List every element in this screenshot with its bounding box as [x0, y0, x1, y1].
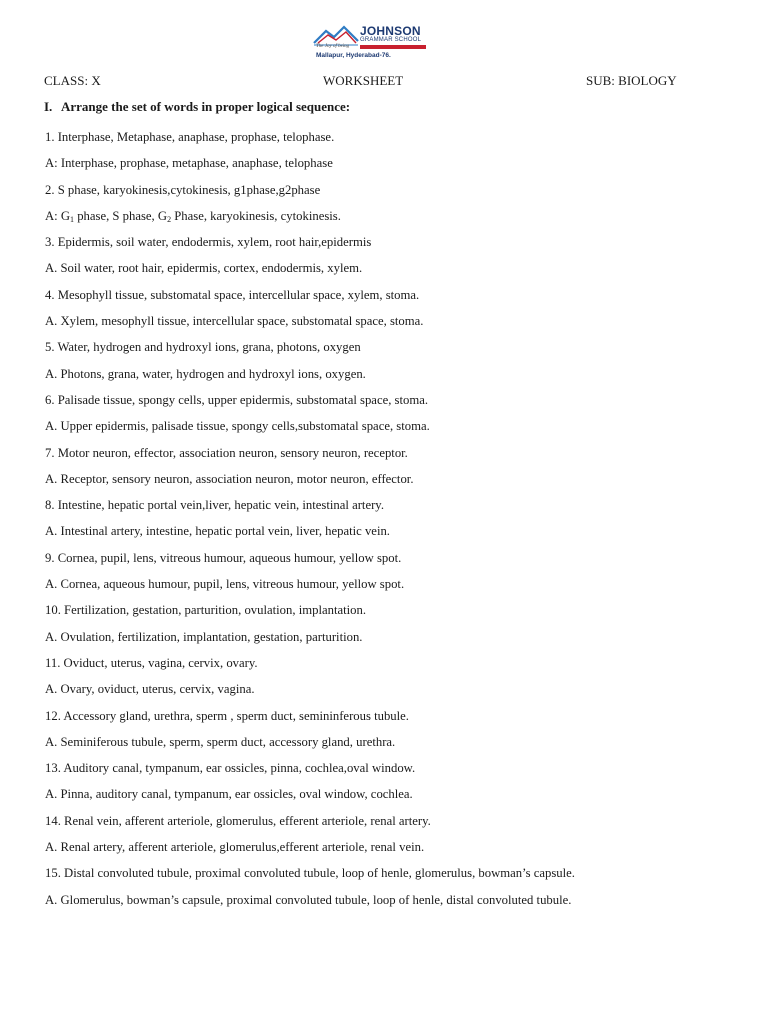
question-line: 3. Epidermis, soil water, endodermis, xylem, root hair,epidermis: [45, 235, 372, 250]
question-line: 2. S phase, karyokinesis,cytokinesis, g1phase,g2phase: [45, 182, 321, 197]
school-address: Mallapur, Hyderabad-76.: [316, 52, 391, 59]
answer-line: A. Photons, grana, water, hydrogen and hydroxyl ions, oxygen.: [45, 366, 366, 381]
school-logo: [312, 23, 430, 61]
question-line: 12. Accessory gland, urethra, sperm , sperm duct, semininferous tubule.: [45, 708, 409, 723]
question-line: 11. Oviduct, uterus, vagina, cervix, ovary.: [45, 655, 258, 670]
section-instruction: Arrange the set of words in proper logical sequence:: [61, 99, 351, 114]
answer-line: A. Soil water, root hair, epidermis, cortex, endodermis, xylem.: [45, 261, 363, 276]
question-line: 4. Mesophyll tissue, substomatal space, intercellular space, xylem, stoma.: [45, 287, 420, 302]
answer-line: A. Ovulation, fertilization, implantation, gestation, parturition.: [45, 629, 363, 644]
answer-line: A. Upper epidermis, palisade tissue, spongy cells,substomatal space, stoma.: [45, 419, 430, 434]
question-line: 15. Distal convoluted tubule, proximal convoluted tubule, loop of henle, glomerulus, bowman’s capsule.: [45, 866, 575, 881]
answer-line: A. Seminiferous tubule, sperm, sperm duct, accessory gland, urethra.: [45, 734, 396, 749]
answer-line: A. Receptor, sensory neuron, association neuron, motor neuron, effector.: [45, 471, 414, 486]
section-number: I.: [44, 99, 53, 114]
answer-line: A. Cornea, aqueous humour, pupil, lens, vitreous humour, yellow spot.: [45, 577, 405, 592]
question-line: 10. Fertilization, gestation, parturition, ovulation, implantation.: [45, 603, 367, 618]
section-heading: [44, 99, 350, 115]
worksheet-title: WORKSHEET: [323, 73, 404, 88]
answer-line: A. Glomerulus, bowman’s capsule, proximal convoluted tubule, loop of henle, distal convoluted tubule.: [45, 892, 572, 907]
question-line: 1. Interphase, Metaphase, anaphase, prophase, telophase.: [45, 130, 335, 144]
school-name: JOHNSON: [360, 24, 421, 38]
class-label: CLASS: X: [44, 73, 101, 88]
answer-line: A. Ovary, oviduct, uterus, cervix, vagina.: [45, 682, 255, 697]
question-line: 7. Motor neuron, effector, association neuron, sensory neuron, receptor.: [45, 445, 408, 460]
logo-bar: [360, 45, 426, 49]
answer-line: A. Xylem, mesophyll tissue, intercellular space, substomatal space, stoma.: [45, 314, 424, 329]
question-line: 13. Auditory canal, tympanum, ear ossicles, pinna, cochlea,oval window.: [45, 761, 416, 776]
question-line: 6. Palisade tissue, spongy cells, upper epidermis, substomatal space, stoma.: [45, 392, 429, 407]
answer-line: A. Pinna, auditory canal, tympanum, ear ossicles, oval window, cochlea.: [45, 787, 413, 802]
question-answer-list: [45, 124, 735, 913]
answer-line: A: Interphase, prophase, metaphase, anaphase, telophase: [45, 156, 333, 171]
school-tagline: The Joy of being: [316, 44, 350, 49]
question-line: 8. Intestine, hepatic portal vein,liver, hepatic vein, intestinal artery.: [45, 498, 384, 513]
question-line: 5. Water, hydrogen and hydroxyl ions, grana, photons, oxygen: [45, 340, 361, 355]
question-line: 9. Cornea, pupil, lens, vitreous humour, aqueous humour, yellow spot.: [45, 550, 402, 565]
answer-line: A. Renal artery, afferent arteriole, glomerulus,efferent arteriole, renal vein.: [45, 840, 425, 855]
worksheet-header: [44, 73, 694, 91]
answer-line: A: $G_1$ phase, S phase, $G_2$ Phase, karyokinesis, cytokinesis.: [45, 208, 341, 224]
school-subname: GRAMMAR SCHOOL: [360, 37, 422, 43]
question-line: 14. Renal vein, afferent arteriole, glomerulus, efferent arteriole, renal artery.: [45, 813, 431, 828]
answer-line: A. Intestinal artery, intestine, hepatic portal vein, liver, hepatic vein.: [45, 524, 390, 539]
subject-label: SUB: BIOLOGY: [586, 73, 677, 88]
